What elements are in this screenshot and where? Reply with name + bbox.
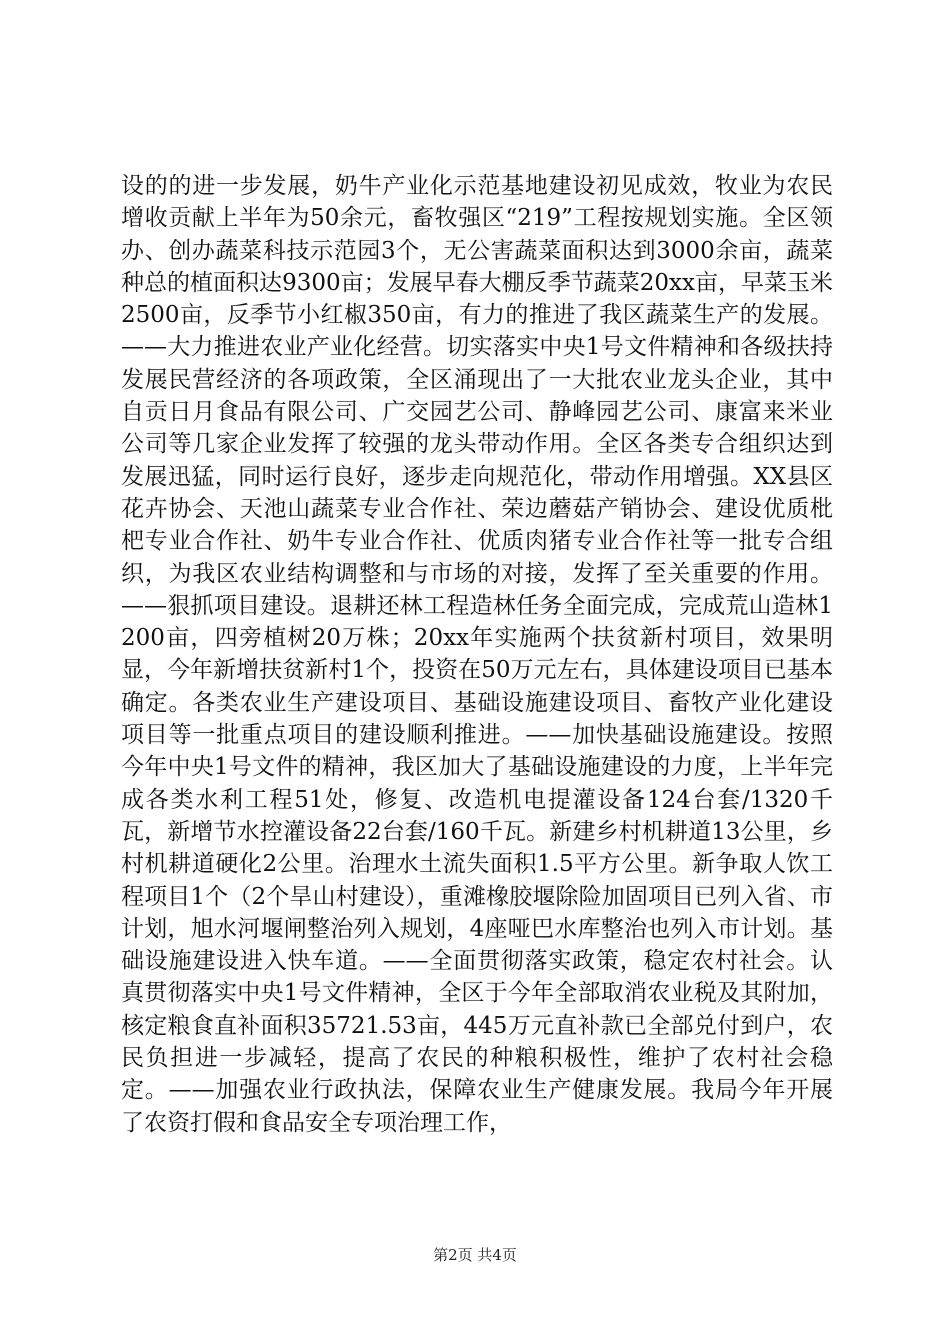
body-paragraph: 设的的进一步发展，奶牛产业化示范基地建设初见成效，牧业为农民增收贡献上半年为50余元，畜牧强区“219”工程按规划实施。全区领办、创办蔬菜科技示范园3个，无公害蔬菜面积达到3000余亩，蔬菜种总的植面积达9300亩；发展早春大棚反季节蔬菜20xx亩，早菜玉米2500亩，反季节小红椒350亩，有力的推进了我区蔬菜生产的发展。——大力推进农业产业化经营。切实落实中央1号文件精神和各级扶持发展民营经济的各项政策，全区涌现出了一大批农业龙头企业，其中自贡日月食品有限公司、广交园艺公司、静峰园艺公司、康富来米业公司等几家企业发挥了较强的龙头带动作用。全区各类专合组织达到发展迅猛，同时运行良好，逐步走向规范化，带动作用增强。XX县区花卉协会、天池山蔬菜专业合作社、荣边蘑菇产销协会、建设优质枇杷专业合作社、奶牛专业合作社、优质肉猪专业合作社等一批专合组织，为我区农业结构调整和与市场的对接，发挥了至关重要的作用。——狠抓项目建设。退耕还林工程造林任务全面完成，完成荒山造林1200亩，四旁植树20万株；20xx年实施两个扶贫新村项目，效果明显，今年新增扶贫新村1个，投资在50万元左右，具体建设项目已基本确定。各类农业生产建设项目、基础设施建设项目、畜牧产业化建设项目等一批重点项目的建设顺利推进。——加快基础设施建设。按照今年中央1号文件的精神，我区加大了基础设施建设的力度，上半年完成各类水利工程51处，修复、改造机电提灌设备124台套/1320千瓦，新增节水控灌设备22台套/160千瓦。新建乡村机耕道13公里，乡村机耕道硬化2公里。治理水土流失面积1.5平方公里。新争取人饮工程项目1个（2个旱山村建设），重滩橡胶堰除险加固项目已列入省、市计划，旭水河堰闸整治列入规划，4座哑巴水库整治也列入市计划。基础设施建设进入快车道。——全面贯彻落实政策，稳定农村社会。认真贯彻落实中央1号文件精神，全区于今年全部取消农业税及其附加，核定粮食直补面积35721.53亩，445万元直补款已全部兑付到户，农民负担进一步减轻，提高了农民的种粮积极性，维护了农村社会稳定。——加强农业行政执法，保障农业生产健康发展。我局今年开展了农资打假和食品安全专项治理工作， [121,173,833,1136]
page-footer: 第2页 共4页 [433,1246,517,1264]
